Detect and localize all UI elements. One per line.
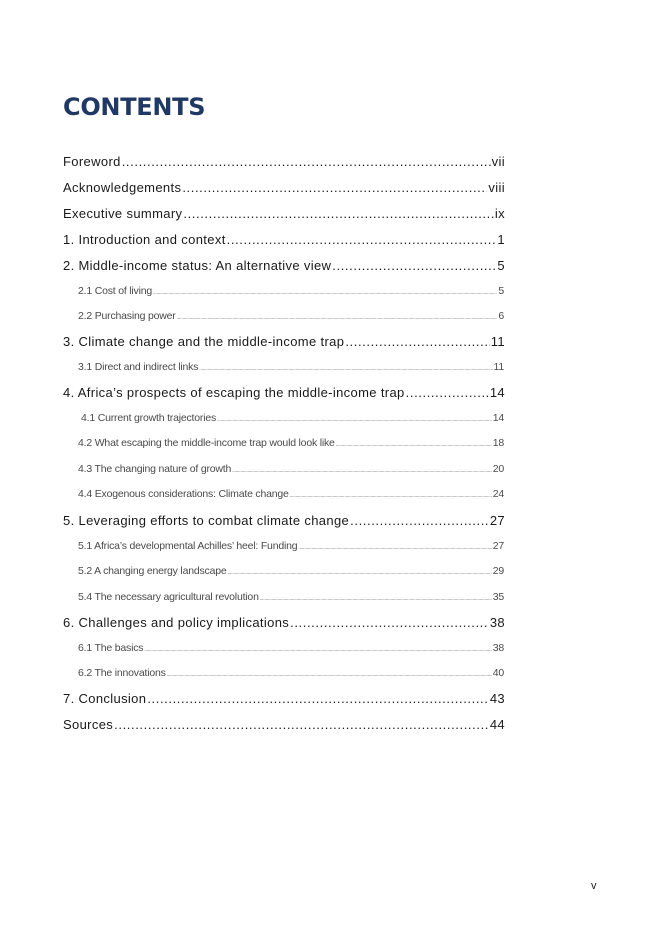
toc-entry-sources[interactable]	[63, 717, 505, 732]
toc-dot-leader	[336, 437, 492, 449]
toc-entry-page: 5	[497, 258, 505, 273]
toc-entry-title: 4.2 What escaping the middle-income trap would look like	[78, 437, 335, 449]
toc-dot-leader	[227, 232, 497, 247]
toc-dot-leader	[406, 385, 489, 400]
toc-dot-leader	[167, 667, 492, 679]
toc-dot-leader	[153, 285, 497, 297]
toc-entry-page: 14	[492, 412, 504, 424]
toc-entry-page: 40	[492, 667, 504, 679]
toc-entry-page: 29	[492, 565, 504, 577]
toc-entry-title: 2. Middle-income status: An alternative view	[63, 258, 332, 273]
toc-entry-page: 11	[490, 334, 505, 349]
toc-entry-page: 6	[498, 310, 504, 322]
toc-dot-leader	[122, 154, 491, 169]
toc-entry-page: 44	[489, 717, 505, 732]
toc-entry-section-4-3[interactable]	[78, 463, 504, 475]
toc-entry-title: 4.1 Current growth trajectories	[81, 412, 217, 424]
toc-entry-chapter-6[interactable]	[63, 615, 505, 630]
toc-entry-title: 4.4 Exogenous considerations: Climate change	[78, 488, 289, 500]
toc-entry-page: 18	[492, 437, 504, 449]
toc-dot-leader	[290, 488, 492, 500]
toc-entry-page: 11	[493, 361, 504, 373]
toc-dot-leader	[260, 591, 492, 603]
toc-entry-title: 1. Introduction and context	[63, 232, 226, 247]
toc-dot-leader	[228, 565, 492, 577]
toc-entry-title: 3. Climate change and the middle-income trap	[63, 334, 345, 349]
toc-entry-foreword[interactable]	[63, 154, 505, 169]
toc-entry-title: 4.3 The changing nature of growth	[78, 463, 232, 475]
toc-entry-section-5-1[interactable]	[78, 540, 504, 552]
toc-entry-page: 20	[492, 463, 504, 475]
toc-entry-title: 2.1 Cost of living	[78, 285, 153, 297]
toc-entry-title: 3.1 Direct and indirect links	[78, 361, 199, 373]
toc-entry-title: 7. Conclusion	[63, 691, 147, 706]
page-title: CONTENTS	[63, 93, 206, 121]
toc-entry-chapter-5[interactable]	[63, 513, 505, 528]
toc-entry-chapter-2[interactable]	[63, 258, 505, 273]
toc-entry-page: vii	[491, 154, 505, 169]
toc-dot-leader	[345, 334, 489, 349]
toc-dot-leader	[332, 258, 496, 273]
toc-dot-leader	[199, 361, 492, 373]
toc-entry-page: 38	[492, 642, 504, 654]
toc-entry-title: Acknowledgements	[63, 180, 182, 195]
toc-entry-acknowledgements[interactable]	[63, 180, 505, 195]
toc-dot-leader	[217, 412, 492, 424]
toc-dot-leader	[298, 540, 491, 552]
toc-entry-title: 6.2 The innovations	[78, 667, 166, 679]
toc-entry-title: Executive summary	[63, 206, 183, 221]
toc-entry-chapter-3[interactable]	[63, 334, 505, 349]
toc-dot-leader	[182, 180, 487, 195]
toc-entry-page: 5	[498, 285, 504, 297]
toc-entry-title: 6. Challenges and policy implications	[63, 615, 290, 630]
toc-entry-page: 27	[492, 540, 504, 552]
toc-entry-chapter-7[interactable]	[63, 691, 505, 706]
toc-entry-section-6-1[interactable]	[78, 642, 504, 654]
toc-entry-title: 5.1 Africa’s developmental Achilles’ heel: Funding	[78, 540, 298, 552]
toc-entry-page: 27	[489, 513, 505, 528]
toc-entry-section-4-4[interactable]	[78, 488, 504, 500]
toc-entry-title: 6.1 The basics	[78, 642, 144, 654]
toc-dot-leader	[183, 206, 494, 221]
toc-entry-page: 35	[492, 591, 504, 603]
toc-entry-section-4-1[interactable]	[81, 412, 504, 424]
toc-entry-page: 43	[489, 691, 505, 706]
toc-entry-title: 4. Africa’s prospects of escaping the middle-income trap	[63, 385, 405, 400]
toc-entry-section-5-4[interactable]	[78, 591, 504, 603]
toc-dot-leader	[232, 463, 492, 475]
toc-entry-page: 24	[492, 488, 504, 500]
toc-entry-section-2-2[interactable]	[78, 310, 504, 322]
toc-entry-title: 2.2 Purchasing power	[78, 310, 176, 322]
toc-dot-leader	[114, 717, 489, 732]
toc-entry-section-4-2[interactable]	[78, 437, 504, 449]
toc-entry-section-5-2[interactable]	[78, 565, 504, 577]
toc-dot-leader	[177, 310, 498, 322]
toc-entry-title: Sources	[63, 717, 114, 732]
toc-entry-page: 1	[497, 232, 505, 247]
toc-entry-page: ix	[494, 206, 505, 221]
toc-entry-section-3-1[interactable]	[78, 361, 504, 373]
toc-entry-title: 5. Leveraging efforts to combat climate change	[63, 513, 350, 528]
toc-entry-executive-summary[interactable]	[63, 206, 505, 221]
toc-entry-title: 5.4 The necessary agricultural revolution	[78, 591, 259, 603]
toc-dot-leader	[144, 642, 491, 654]
toc-entry-chapter-4[interactable]	[63, 385, 505, 400]
toc-entry-section-2-1[interactable]	[78, 285, 504, 297]
toc-entry-page: 14	[489, 385, 505, 400]
toc-entry-title: 5.2 A changing energy landscape	[78, 565, 227, 577]
toc-dot-leader	[147, 691, 489, 706]
page-number: v	[591, 880, 597, 892]
toc-entry-page: viii	[488, 180, 505, 195]
toc-dot-leader	[350, 513, 489, 528]
toc-entry-section-6-2[interactable]	[78, 667, 504, 679]
toc-entry-page: 38	[489, 615, 505, 630]
toc-dot-leader	[290, 615, 489, 630]
toc-entry-title: Foreword	[63, 154, 121, 169]
toc-entry-chapter-1[interactable]	[63, 232, 505, 247]
